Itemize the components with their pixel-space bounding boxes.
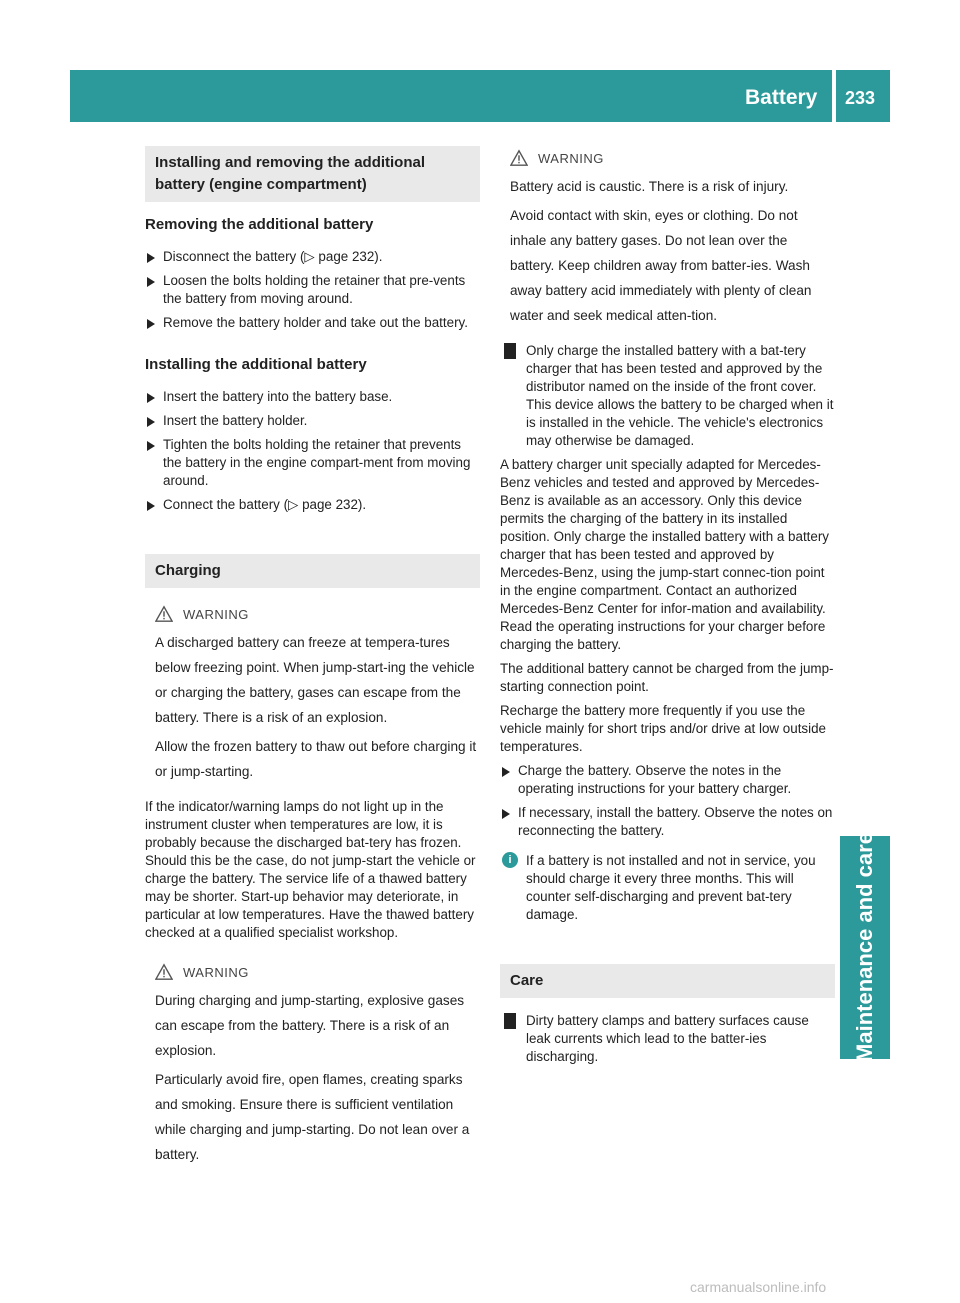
- warning-title: [155, 602, 480, 626]
- installing-step-4: Connect the battery (▷ page 232).: [145, 496, 480, 514]
- side-tab-label: Maintenance and care: [852, 832, 877, 1062]
- additional-battery-paragraph: The additional battery cannot be charged from the jump-starting connection point.: [500, 661, 834, 694]
- page-title: Battery: [745, 86, 818, 109]
- installing-step-2: Insert the battery holder.: [145, 412, 480, 430]
- charging-step-1: Charge the battery. Observe the notes in the operating instructions for your battery charger.: [500, 762, 835, 798]
- warning-label: WARNING: [183, 606, 249, 622]
- installing-step-1: Insert the battery into the battery base.: [145, 388, 480, 406]
- note-text: Dirty battery clamps and battery surfaces cause leak currents which lead to the batter-ies discharging.: [526, 1013, 809, 1064]
- warning-text: A discharged battery can freeze at tempera-tures below freezing point. When jump-start-ing the vehicle or charging the battery, gases can escape from the battery. There is a risk of an explosion.: [155, 635, 475, 725]
- note-text: Only charge the installed battery with a bat-tery charger that has been tested and approved by the distributor named on the inside of the front cover. This device allows the battery to be charged when it is installed in the vehicle. The vehicle's electronics may otherwise be damaged.: [526, 343, 834, 448]
- warning-triangle-icon: [155, 963, 173, 981]
- left-column: [145, 146, 480, 1181]
- charger-paragraph: A battery charger unit specially adapted for Mercedes-Benz vehicles and tested and approved by Mercedes-Benz is available as an accessory. Only this device permits the charging of the battery in its installed position. Only charge the installed battery with a battery charger that has been tested and approved by Mercedes-Benz, using the jump-start connec-tion point in the engine compartment. Contact an authorized Mercedes-Benz Center for infor-mation and availability. Read the operating instructions for your charger before charging the battery.: [500, 457, 829, 652]
- section-heading-installing-removing: Installing and removing the additional battery (engine compartment): [145, 146, 480, 202]
- removing-step-1: Disconnect the battery (▷ page 232).: [145, 248, 480, 266]
- warning-triangle-icon: [155, 605, 173, 623]
- info-icon: i: [502, 852, 518, 868]
- warning-text: Allow the frozen battery to thaw out before charging it or jump-starting.: [155, 739, 477, 779]
- warning-frozen-battery: [145, 602, 480, 784]
- section-heading-charging: Charging: [145, 554, 480, 588]
- warning-title: [155, 960, 480, 984]
- recharge-paragraph: Recharge the battery more frequently if you use the vehicle mainly for short trips and/or drive at low outside temperatures.: [500, 703, 826, 754]
- note-dirty-clamps: [500, 1012, 835, 1066]
- footer-watermark: carmanualsonline.info: [690, 1279, 827, 1295]
- warning-label: WARNING: [183, 964, 249, 980]
- warning-text: Avoid contact with skin, eyes or clothing. Do not inhale any battery gases. Do not lean over the battery. Keep children away from batter-ies. Wash away battery acid immediately with plenty of clean water and seek medical atten-tion.: [510, 208, 812, 323]
- note-installed-charging: [500, 342, 835, 450]
- warning-text: During charging and jump-starting, explosive gases can escape from the battery. There is a risk of an explosion.: [155, 993, 465, 1058]
- warning-explosive-gases: [145, 960, 480, 1167]
- info-three-months: [500, 852, 835, 924]
- exclamation-note-icon: [504, 343, 516, 359]
- info-text: If a battery is not installed and not in service, you should charge it every three months. This will counter self-discharging and prevent bat-tery damage.: [526, 853, 816, 922]
- warning-text: Particularly avoid fire, open flames, creating sparks and smoking. Ensure there is sufficient ventilation while charging and jump-starting. Do not lean over a battery.: [155, 1072, 470, 1162]
- header-divider: [832, 70, 836, 122]
- installing-step-3: Tighten the bolts holding the retainer that prevents the battery in the engine compart-ment from moving around.: [145, 436, 480, 490]
- charging-step-2: If necessary, install the battery. Observe the notes on reconnecting the battery.: [500, 804, 835, 840]
- exclamation-note-icon: [504, 1013, 516, 1029]
- removing-step-2: Loosen the bolts holding the retainer that pre-vents the battery from moving around.: [145, 272, 480, 308]
- right-column: [500, 146, 835, 1072]
- warning-label: WARNING: [538, 150, 604, 166]
- page-number: 233: [845, 88, 876, 108]
- warning-text: Battery acid is caustic. There is a risk of injury.: [510, 179, 789, 194]
- section-heading-care: Care: [500, 964, 835, 998]
- warning-title: [510, 146, 835, 170]
- warning-triangle-icon: [510, 149, 528, 167]
- frozen-battery-paragraph: If the indicator/warning lamps do not light up in the instrument cluster when temperatures are low, it is probably because the discharged bat-tery has frozen. Should this be the case, do not jump-start the vehicle or charge the battery. The service life of a thawed battery may be shorter. Start-up behavior may deteriorate, in particular at low temperatures. Have the thawed battery checked at a qualified specialist workshop.: [145, 799, 476, 940]
- installing-heading: Installing the additional battery: [145, 356, 367, 373]
- warning-battery-acid: [500, 146, 835, 328]
- removing-step-3: Remove the battery holder and take out the battery.: [145, 314, 480, 332]
- removing-heading: Removing the additional battery: [145, 216, 374, 233]
